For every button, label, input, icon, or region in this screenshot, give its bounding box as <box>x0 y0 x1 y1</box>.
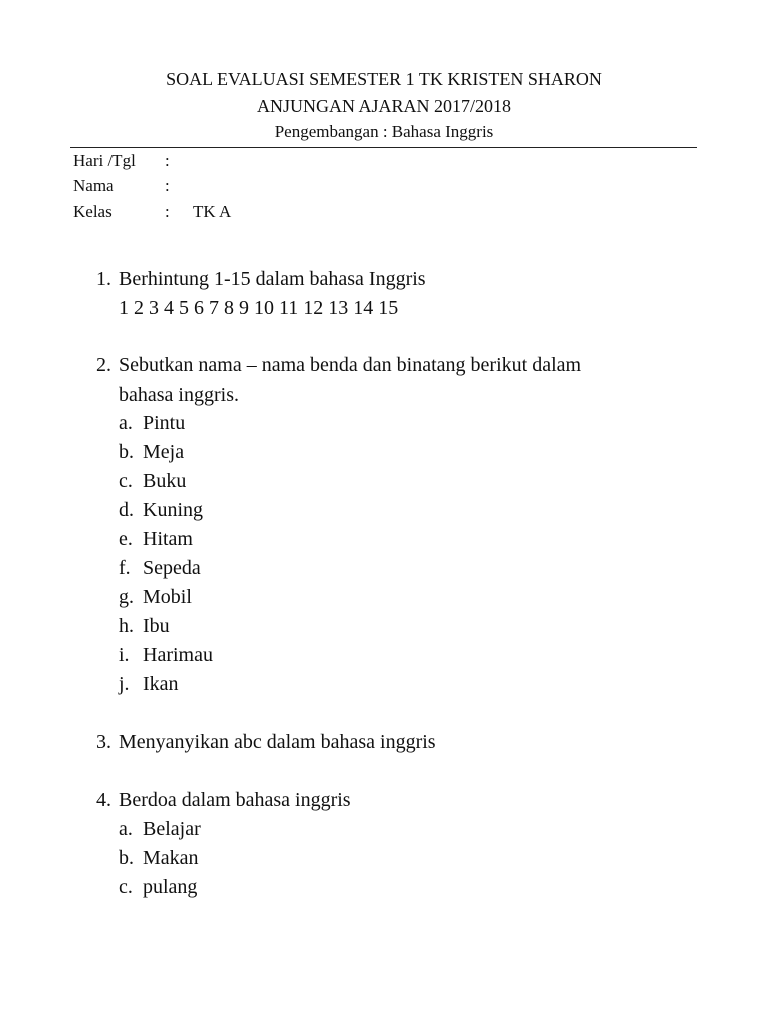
field-colon: : <box>165 202 170 221</box>
question-text: Sebutkan nama – nama benda dan binatang berikut dalam <box>119 354 582 376</box>
item-letter: f. <box>119 557 131 579</box>
item-text: Belajar <box>143 818 201 840</box>
question-number: 1. <box>96 268 111 290</box>
item-letter: d. <box>119 499 134 521</box>
field-label: Nama <box>73 176 114 195</box>
field-colon: : <box>165 151 170 170</box>
header-divider <box>70 147 697 148</box>
item-letter: e. <box>119 528 133 550</box>
item-text: Pintu <box>143 412 186 434</box>
field-value: TK A <box>193 202 232 221</box>
subject-line: Pengembangan : Bahasa Inggris <box>274 122 494 141</box>
item-text: Sepeda <box>143 557 201 579</box>
item-letter: b. <box>119 847 134 869</box>
question-number: 4. <box>96 789 111 811</box>
document-title: SOAL EVALUASI SEMESTER 1 TK KRISTEN SHARON <box>166 69 602 89</box>
item-text: Ikan <box>143 673 179 695</box>
field-colon: : <box>165 176 170 195</box>
item-text: Harimau <box>143 644 213 666</box>
number-sequence: 1 2 3 4 5 6 7 8 9 10 11 12 13 14 15 <box>119 297 399 319</box>
question-text: bahasa inggris. <box>119 384 239 406</box>
item-text: Ibu <box>143 615 170 637</box>
field-label: Kelas <box>73 202 112 221</box>
item-text: Buku <box>143 470 187 492</box>
item-text: Hitam <box>143 528 193 550</box>
item-letter: c. <box>119 470 133 492</box>
item-text: Kuning <box>143 499 203 521</box>
item-text: pulang <box>143 876 198 898</box>
field-label: Hari /Tgl <box>73 151 136 170</box>
question-text: Menyanyikan abc dalam bahasa inggris <box>119 731 436 753</box>
item-text: Makan <box>143 847 199 869</box>
item-letter: g. <box>119 586 134 608</box>
item-letter: a. <box>119 818 133 840</box>
item-letter: a. <box>119 412 133 434</box>
item-letter: b. <box>119 441 134 463</box>
item-letter: c. <box>119 876 133 898</box>
item-text: Meja <box>143 441 185 463</box>
item-letter: j. <box>119 673 130 695</box>
question-text: Berhintung 1-15 dalam bahasa Inggris <box>119 268 426 290</box>
question-number: 2. <box>96 354 111 376</box>
question-number: 3. <box>96 731 111 753</box>
item-letter: i. <box>119 644 130 666</box>
item-text: Mobil <box>143 586 192 608</box>
question-text: Berdoa dalam bahasa inggris <box>119 789 351 811</box>
item-letter: h. <box>119 615 134 637</box>
academic-year: ANJUNGAN AJARAN 2017/2018 <box>256 96 511 116</box>
